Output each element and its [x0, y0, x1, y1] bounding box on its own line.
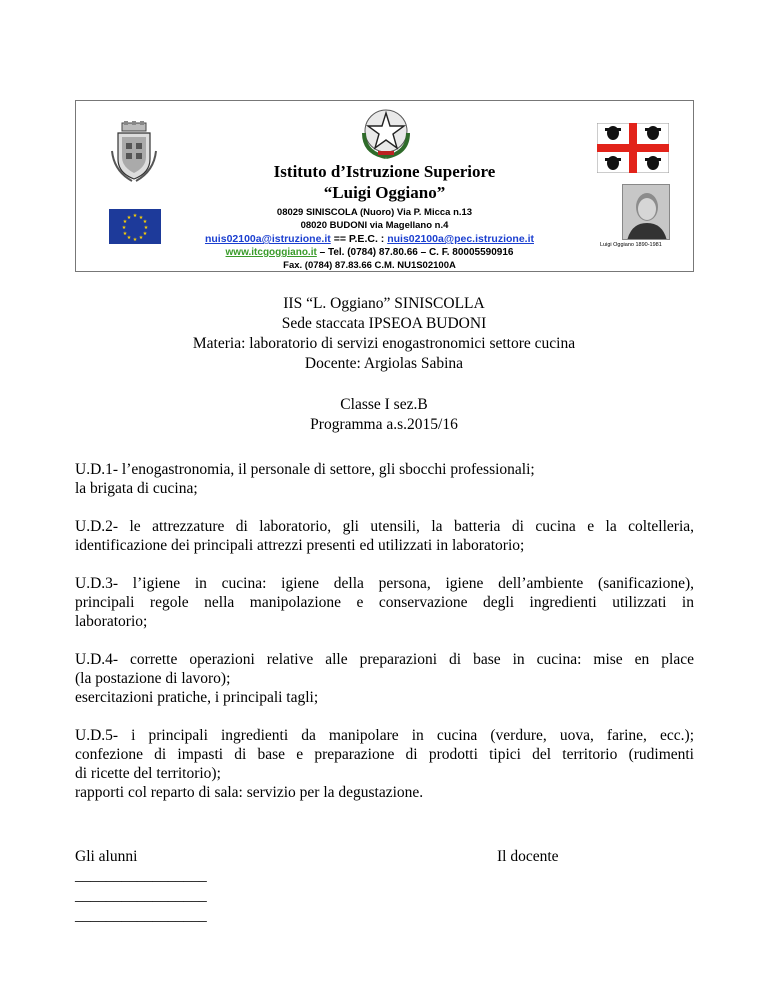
class-line: Classe I sez.B: [340, 396, 428, 413]
unit-3-line: U.D.3- l’igiene in cucina: igiene della persona, igiene dell’ambiente (sanificazione),: [75, 575, 694, 592]
unit-2-line: U.D.2- le attrezzature di laboratorio, gli utensili, la batteria di cucina e la coltelleria,: [75, 518, 694, 535]
class-info: [0, 395, 768, 435]
signature-line: _________________: [75, 887, 207, 904]
svg-text:★: ★: [138, 215, 144, 221]
pec-label: == P.E.C. :: [333, 233, 385, 245]
svg-text:★: ★: [122, 231, 128, 237]
email-line: [61, 233, 678, 245]
signature-line: _________________: [75, 867, 207, 884]
svg-text:★: ★: [122, 219, 128, 225]
address-budoni: 08020 BUDONI via Magellano n.4: [300, 220, 449, 231]
unit-1: [75, 460, 694, 498]
unit-5-line: U.D.5- i principali ingredienti da manipolare in cucina (verdure, uova, farine, ecc.);: [75, 727, 694, 744]
unit-5-line: di ricette del territorio);: [75, 765, 221, 782]
signature-line: _________________: [75, 907, 207, 924]
svg-text:★: ★: [132, 213, 138, 219]
unit-1-line: U.D.1- l’enogastronomia, il personale di settore, gli sbocchi professionali;: [75, 461, 535, 478]
address-siniscola: 08029 SINISCOLA (Nuoro) Via P. Micca n.13: [276, 207, 473, 218]
unit-4-line: (la postazione di lavoro);: [75, 670, 231, 687]
svg-text:★: ★: [121, 225, 127, 231]
letterhead: [75, 100, 694, 272]
unit-2-line: identificazione dei principali attrezzi presenti ed utilizzati in laboratorio;: [75, 537, 525, 554]
institute-name: “Luigi Oggiano”: [323, 183, 446, 202]
email-link[interactable]: nuis02100a@istruzione.it: [204, 233, 331, 245]
phone-cf: – Tel. (0784) 87.80.66 – C. F. 80005590916: [319, 247, 514, 258]
school-name: IIS “L. Oggiano” SINISCOLLA: [283, 295, 485, 312]
website-link[interactable]: www.itcgoggiano.it: [225, 247, 317, 258]
portrait-caption: Luigi Oggiano 1890-1981: [600, 242, 662, 248]
unit-4: [75, 650, 694, 707]
website-line: [61, 247, 678, 258]
svg-text:★: ★: [126, 235, 132, 241]
teacher-line: Docente: Argiolas Sabina: [304, 355, 464, 372]
subject-line: Materia: laboratorio di servizi enogastronomici settore cucina: [192, 335, 576, 352]
svg-text:★: ★: [138, 235, 144, 241]
unit-2: [75, 517, 694, 555]
branch-name: Sede staccata IPSEOA BUDONI: [281, 315, 487, 332]
teacher-label: Il docente: [497, 848, 559, 865]
document-header: [0, 294, 768, 374]
svg-text:★: ★: [132, 237, 138, 243]
unit-3-line: laboratorio;: [75, 613, 148, 630]
unit-3: [75, 574, 694, 631]
unit-3-line: principali regole nella manipolazione e conservazione degli ingredienti utilizzati in: [75, 594, 694, 611]
institute-title: Istituto d’Istruzione Superiore: [273, 162, 496, 181]
italian-republic-emblem-icon: [358, 103, 414, 159]
program-year-line: Programma a.s.2015/16: [310, 416, 458, 433]
unit-4-line: esercitazioni pratiche, i principali tagli;: [75, 689, 319, 706]
svg-text:★: ★: [142, 219, 148, 225]
students-label: Gli alunni: [75, 848, 138, 865]
unit-5-line: confezione di impasti di base e preparazione di prodotti tipici del territorio (rudimenti: [75, 746, 694, 763]
fax-line: Fax. (0784) 87.83.66 C.M. NU1S02100A: [283, 260, 456, 271]
unit-5: [75, 726, 694, 802]
unit-4-line: U.D.4- corrette operazioni relative alle preparazioni di base in cucina: mise en place: [75, 651, 694, 668]
pec-link[interactable]: nuis02100a@pec.istruzione.it: [387, 233, 534, 245]
svg-text:★: ★: [142, 231, 148, 237]
svg-text:★: ★: [143, 225, 149, 231]
svg-text:★: ★: [126, 215, 132, 221]
unit-1-line: la brigata di cucina;: [75, 480, 198, 497]
unit-5-line: rapporti col reparto di sala: servizio per la degustazione.: [75, 784, 424, 801]
